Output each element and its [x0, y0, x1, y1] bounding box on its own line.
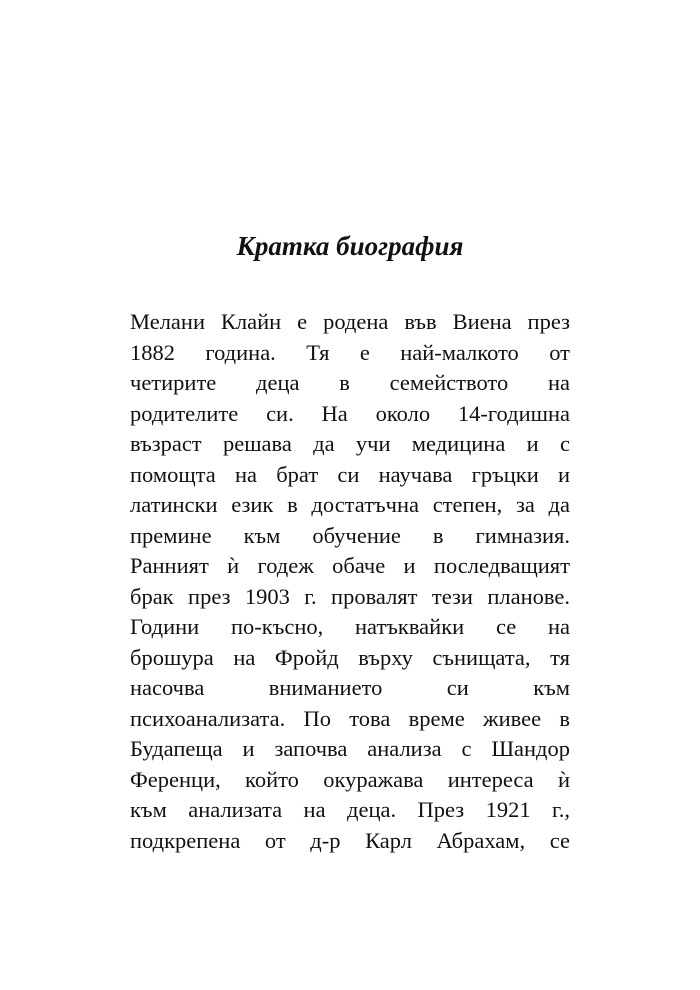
text-line: премине към обучение в гимназия.	[130, 522, 570, 548]
text-line: подкрепена от д-р Карл Абрахам, се	[130, 827, 570, 853]
page-title: Кратка биография	[236, 231, 464, 261]
text-line: психоанализата. По това време живее в	[130, 705, 570, 731]
text-line: родителите си. На около 14-годишна	[130, 400, 570, 426]
biography-paragraph	[130, 307, 570, 856]
text-line: брошура на Фройд върху сънищата, тя	[130, 644, 570, 670]
text-line: помощта на брат си научава гръцки и	[130, 461, 570, 487]
text-line: възраст решава да учи медицина и с	[130, 431, 570, 456]
text-line: насочва вниманието си към	[130, 675, 570, 700]
text-line: Ференци, който окуражава интереса ѝ	[130, 766, 570, 792]
text-line: четирите деца в семейството на	[130, 370, 570, 395]
text-line: Будапеща и започва анализа с Шандор	[130, 736, 570, 761]
text-line: Мелани Клайн е родена във Виена през	[130, 309, 570, 334]
text-line: брак през 1903 г. провалят тези планове.	[130, 583, 570, 609]
text-line: Ранният ѝ годеж обаче и последващият	[130, 553, 570, 578]
text-line: 1882 година. Тя е най-малкото от	[130, 339, 570, 365]
text-line: към анализата на деца. През 1921 г.,	[130, 797, 570, 822]
text-line: латински език в достатъчна степен, за да	[130, 492, 570, 517]
text-line: Години по-късно, натъквайки се на	[130, 614, 570, 639]
